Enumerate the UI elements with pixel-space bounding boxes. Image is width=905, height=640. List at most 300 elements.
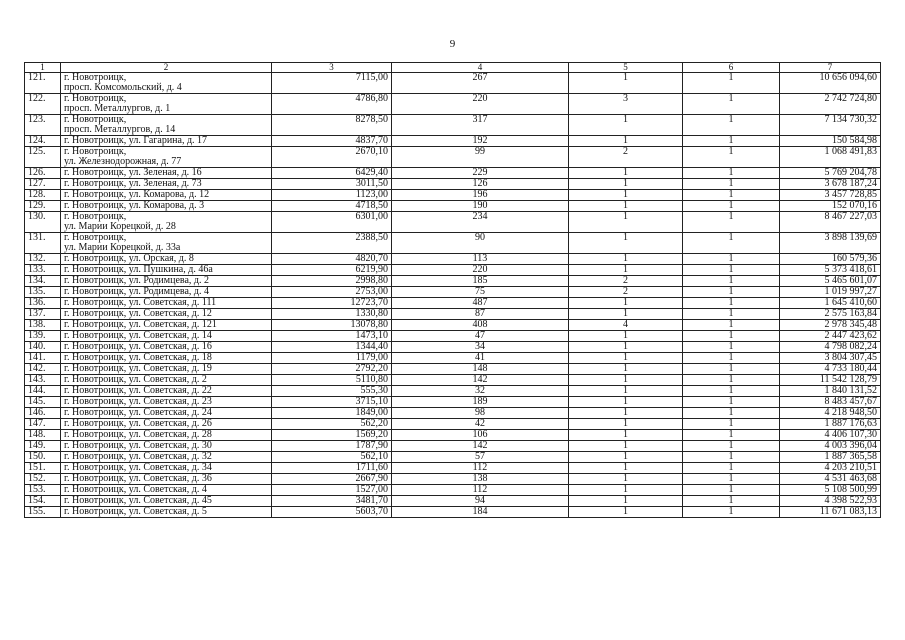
- row-number-cell: 145.: [25, 397, 61, 408]
- column-4-cell: 126: [392, 179, 569, 190]
- address-line: г. Новотроицк, ул. Советская, д. 16: [64, 341, 212, 352]
- address-line: г. Новотроицк, ул. Советская, д. 14: [64, 330, 212, 341]
- column-4-cell: 32: [392, 386, 569, 397]
- column-7-cell: 8 467 227,03: [780, 212, 881, 233]
- column-5-cell: 1: [569, 474, 683, 485]
- column-3-cell: 2670,10: [272, 147, 392, 168]
- column-3-cell: 1123,00: [272, 190, 392, 201]
- column-3-cell: 6301,00: [272, 212, 392, 233]
- row-number-cell: 143.: [25, 375, 61, 386]
- address-line: г. Новотроицк, ул. Советская, д. 2: [64, 374, 207, 385]
- column-7-cell: 5 769 204,78: [780, 168, 881, 179]
- column-4-cell: 94: [392, 496, 569, 507]
- column-7-cell: 2 742 724,80: [780, 94, 881, 115]
- column-6-cell: 1: [683, 265, 780, 276]
- column-4-cell: 190: [392, 201, 569, 212]
- row-number-cell: 131.: [25, 233, 61, 254]
- column-4-cell: 220: [392, 265, 569, 276]
- address-cell: [61, 507, 272, 518]
- column-6-cell: 1: [683, 331, 780, 342]
- column-5-cell: 4: [569, 320, 683, 331]
- column-7-cell: 150 584,98: [780, 136, 881, 147]
- column-4-cell: 317: [392, 115, 569, 136]
- column-5-cell: 1: [569, 342, 683, 353]
- column-6-cell: 1: [683, 386, 780, 397]
- address-line: г. Новотроицк, ул. Советская, д. 34: [64, 462, 212, 473]
- address-line: г. Новотроицк, ул. Советская, д. 32: [64, 451, 212, 462]
- address-line: просп. Металлургов, д. 1: [64, 103, 171, 114]
- address-line: г. Новотроицк, ул. Комарова, д. 12: [64, 189, 210, 200]
- table-row: [25, 73, 881, 94]
- row-number-cell: 122.: [25, 94, 61, 115]
- column-6-cell: 1: [683, 201, 780, 212]
- table-row: [25, 342, 881, 353]
- column-6-cell: 1: [683, 474, 780, 485]
- column-5-cell: 1: [569, 375, 683, 386]
- column-6-cell: 1: [683, 485, 780, 496]
- column-5-cell: 1: [569, 408, 683, 419]
- column-4-cell: 408: [392, 320, 569, 331]
- address-cell: [61, 441, 272, 452]
- column-5-cell: 1: [569, 430, 683, 441]
- column-3-cell: 562,20: [272, 419, 392, 430]
- column-5-cell: 1: [569, 485, 683, 496]
- column-6-cell: 1: [683, 353, 780, 364]
- column-6-cell: 1: [683, 136, 780, 147]
- column-5-cell: 2: [569, 147, 683, 168]
- address-cell: [61, 353, 272, 364]
- address-line: ул. Марии Корецкой, д. 33а: [64, 242, 181, 253]
- column-4-cell: 98: [392, 408, 569, 419]
- row-number-cell: 123.: [25, 115, 61, 136]
- column-4-cell: 234: [392, 212, 569, 233]
- column-3-cell: 4786,80: [272, 94, 392, 115]
- row-number-cell: 142.: [25, 364, 61, 375]
- column-5-cell: 1: [569, 463, 683, 474]
- address-line: г. Новотроицк, ул. Советская, д. 36: [64, 473, 212, 484]
- address-cell: [61, 276, 272, 287]
- column-4-cell: 90: [392, 233, 569, 254]
- table-row: [25, 474, 881, 485]
- row-number-cell: 129.: [25, 201, 61, 212]
- column-5-cell: 1: [569, 353, 683, 364]
- column-header: 6: [683, 63, 780, 73]
- column-5-cell: 1: [569, 452, 683, 463]
- column-3-cell: 555,30: [272, 386, 392, 397]
- address-line: г. Новотроицк, ул. Советская, д. 12: [64, 308, 212, 319]
- column-4-cell: 112: [392, 463, 569, 474]
- column-3-cell: 1179,00: [272, 353, 392, 364]
- column-3-cell: 1527,00: [272, 485, 392, 496]
- column-5-cell: 2: [569, 276, 683, 287]
- column-3-cell: 7115,00: [272, 73, 392, 94]
- row-number-cell: 138.: [25, 320, 61, 331]
- table-row: [25, 386, 881, 397]
- address-cell: [61, 168, 272, 179]
- address-line: г. Новотроицк, ул. Советская, д. 5: [64, 506, 207, 517]
- column-6-cell: 1: [683, 452, 780, 463]
- column-4-cell: 229: [392, 168, 569, 179]
- table-row: [25, 179, 881, 190]
- column-5-cell: 1: [569, 265, 683, 276]
- column-4-cell: 267: [392, 73, 569, 94]
- address-line: г. Новотроицк,: [64, 146, 127, 157]
- column-6-cell: 1: [683, 419, 780, 430]
- column-6-cell: 1: [683, 168, 780, 179]
- address-line: г. Новотроицк, ул. Советская, д. 111: [64, 297, 217, 308]
- address-cell: [61, 287, 272, 298]
- table-row: [25, 408, 881, 419]
- table-row: [25, 168, 881, 179]
- table-row: [25, 441, 881, 452]
- row-number-cell: 125.: [25, 147, 61, 168]
- address-line: просп. Металлургов, д. 14: [64, 124, 176, 135]
- row-number-cell: 152.: [25, 474, 61, 485]
- column-6-cell: 1: [683, 342, 780, 353]
- column-4-cell: 487: [392, 298, 569, 309]
- address-cell: [61, 408, 272, 419]
- column-6-cell: 1: [683, 233, 780, 254]
- column-7-cell: 2 978 345,48: [780, 320, 881, 331]
- table-row: [25, 375, 881, 386]
- column-7-cell: 3 898 139,69: [780, 233, 881, 254]
- address-cell: [61, 397, 272, 408]
- address-cell: [61, 485, 272, 496]
- column-3-cell: 4718,50: [272, 201, 392, 212]
- column-7-cell: 10 656 094,60: [780, 73, 881, 94]
- column-4-cell: 113: [392, 254, 569, 265]
- column-6-cell: 1: [683, 430, 780, 441]
- column-5-cell: 1: [569, 397, 683, 408]
- column-6-cell: 1: [683, 441, 780, 452]
- row-number-cell: 147.: [25, 419, 61, 430]
- column-header: 3: [272, 63, 392, 73]
- row-number-cell: 146.: [25, 408, 61, 419]
- column-6-cell: 1: [683, 115, 780, 136]
- address-line: г. Новотроицк, ул. Советская, д. 23: [64, 396, 212, 407]
- column-header: 4: [392, 63, 569, 73]
- address-line: г. Новотроицк, ул. Родимцева, д. 4: [64, 286, 210, 297]
- column-3-cell: 5110,80: [272, 375, 392, 386]
- address-line: г. Новотроицк, ул. Советская, д. 22: [64, 385, 212, 396]
- column-7-cell: 4 398 522,93: [780, 496, 881, 507]
- column-4-cell: 57: [392, 452, 569, 463]
- address-line: г. Новотроицк, ул. Советская, д. 26: [64, 418, 212, 429]
- housing-registry-table: [24, 62, 881, 518]
- address-line: г. Новотроицк, ул. Комарова, д. 3: [64, 200, 205, 211]
- column-4-cell: 189: [392, 397, 569, 408]
- address-cell: [61, 309, 272, 320]
- column-7-cell: 5 465 601,07: [780, 276, 881, 287]
- column-3-cell: 3715,10: [272, 397, 392, 408]
- column-5-cell: 1: [569, 364, 683, 375]
- row-number-cell: 130.: [25, 212, 61, 233]
- address-line: г. Новотроицк,: [64, 114, 127, 125]
- address-cell: [61, 179, 272, 190]
- column-3-cell: 2388,50: [272, 233, 392, 254]
- column-3-cell: 13078,80: [272, 320, 392, 331]
- column-7-cell: 4 218 948,50: [780, 408, 881, 419]
- column-5-cell: 1: [569, 190, 683, 201]
- row-number-cell: 150.: [25, 452, 61, 463]
- column-7-cell: 1 840 131,52: [780, 386, 881, 397]
- address-line: г. Новотроицк, ул. Советская, д. 28: [64, 429, 212, 440]
- row-number-cell: 155.: [25, 507, 61, 518]
- table-row: [25, 201, 881, 212]
- column-5-cell: 1: [569, 309, 683, 320]
- column-6-cell: 1: [683, 463, 780, 474]
- column-4-cell: 196: [392, 190, 569, 201]
- column-3-cell: 1569,20: [272, 430, 392, 441]
- column-3-cell: 2792,20: [272, 364, 392, 375]
- column-7-cell: 11 542 128,79: [780, 375, 881, 386]
- column-4-cell: 148: [392, 364, 569, 375]
- column-7-cell: 4 406 107,30: [780, 430, 881, 441]
- table-row: [25, 115, 881, 136]
- column-4-cell: 220: [392, 94, 569, 115]
- column-6-cell: 1: [683, 298, 780, 309]
- address-line: г. Новотроицк, ул. Советская, д. 24: [64, 407, 212, 418]
- address-line: г. Новотроицк, ул. Советская, д. 121: [64, 319, 217, 330]
- address-line: г. Новотроицк,: [64, 211, 127, 222]
- address-cell: [61, 430, 272, 441]
- row-number-cell: 136.: [25, 298, 61, 309]
- column-6-cell: 1: [683, 254, 780, 265]
- column-5-cell: 1: [569, 233, 683, 254]
- column-5-cell: 1: [569, 441, 683, 452]
- table-row: [25, 320, 881, 331]
- column-5-cell: 1: [569, 507, 683, 518]
- column-3-cell: 562,10: [272, 452, 392, 463]
- column-5-cell: 1: [569, 496, 683, 507]
- row-number-cell: 144.: [25, 386, 61, 397]
- column-3-cell: 3481,70: [272, 496, 392, 507]
- column-7-cell: 152 070,16: [780, 201, 881, 212]
- address-cell: [61, 474, 272, 485]
- row-number-cell: 132.: [25, 254, 61, 265]
- table-row: [25, 353, 881, 364]
- column-4-cell: 185: [392, 276, 569, 287]
- address-line: г. Новотроицк, ул. Пушкина, д. 46а: [64, 264, 213, 275]
- column-5-cell: 1: [569, 201, 683, 212]
- column-5-cell: 2: [569, 287, 683, 298]
- address-cell: [61, 496, 272, 507]
- column-6-cell: 1: [683, 507, 780, 518]
- column-3-cell: 4820,70: [272, 254, 392, 265]
- column-5-cell: 1: [569, 115, 683, 136]
- address-cell: [61, 201, 272, 212]
- address-line: г. Новотроицк, ул. Советская, д. 45: [64, 495, 212, 506]
- column-7-cell: 1 887 176,63: [780, 419, 881, 430]
- column-7-cell: 8 483 457,67: [780, 397, 881, 408]
- column-6-cell: 1: [683, 287, 780, 298]
- column-3-cell: 3011,50: [272, 179, 392, 190]
- table-row: [25, 485, 881, 496]
- row-number-cell: 124.: [25, 136, 61, 147]
- table-row: [25, 430, 881, 441]
- address-line: г. Новотроицк, ул. Советская, д. 19: [64, 363, 212, 374]
- row-number-cell: 126.: [25, 168, 61, 179]
- column-6-cell: 1: [683, 320, 780, 331]
- column-3-cell: 1787,90: [272, 441, 392, 452]
- column-5-cell: 1: [569, 136, 683, 147]
- address-line: г. Новотроицк, ул. Советская, д. 4: [64, 484, 207, 495]
- column-3-cell: 4837,70: [272, 136, 392, 147]
- column-6-cell: 1: [683, 496, 780, 507]
- column-6-cell: 1: [683, 94, 780, 115]
- column-6-cell: 1: [683, 190, 780, 201]
- column-6-cell: 1: [683, 375, 780, 386]
- column-3-cell: 1330,80: [272, 309, 392, 320]
- address-line: г. Новотроицк,: [64, 72, 127, 83]
- address-line: просп. Комсомольский, д. 4: [64, 82, 182, 93]
- table-row: [25, 94, 881, 115]
- address-line: г. Новотроицк, ул. Зеленая, д. 73: [64, 178, 202, 189]
- column-6-cell: 1: [683, 364, 780, 375]
- column-3-cell: 12723,70: [272, 298, 392, 309]
- column-4-cell: 192: [392, 136, 569, 147]
- column-4-cell: 138: [392, 474, 569, 485]
- column-5-cell: 1: [569, 73, 683, 94]
- address-cell: [61, 212, 272, 233]
- column-7-cell: 1 019 997,27: [780, 287, 881, 298]
- row-number-cell: 135.: [25, 287, 61, 298]
- row-number-cell: 121.: [25, 73, 61, 94]
- address-cell: [61, 233, 272, 254]
- address-cell: [61, 94, 272, 115]
- column-7-cell: 11 671 083,13: [780, 507, 881, 518]
- column-5-cell: 1: [569, 331, 683, 342]
- column-4-cell: 41: [392, 353, 569, 364]
- column-3-cell: 6429,40: [272, 168, 392, 179]
- column-7-cell: 3 457 728,85: [780, 190, 881, 201]
- row-number-cell: 141.: [25, 353, 61, 364]
- column-4-cell: 87: [392, 309, 569, 320]
- column-7-cell: 4 733 180,44: [780, 364, 881, 375]
- column-4-cell: 99: [392, 147, 569, 168]
- address-cell: [61, 463, 272, 474]
- column-3-cell: 2667,90: [272, 474, 392, 485]
- column-header: 7: [780, 63, 881, 73]
- column-5-cell: 1: [569, 254, 683, 265]
- table-row: [25, 212, 881, 233]
- row-number-cell: 128.: [25, 190, 61, 201]
- column-5-cell: 1: [569, 419, 683, 430]
- address-cell: [61, 298, 272, 309]
- table-row: [25, 254, 881, 265]
- address-cell: [61, 147, 272, 168]
- address-cell: [61, 265, 272, 276]
- column-4-cell: 112: [392, 485, 569, 496]
- address-cell: [61, 136, 272, 147]
- column-6-cell: 1: [683, 276, 780, 287]
- row-number-cell: 149.: [25, 441, 61, 452]
- row-number-cell: 151.: [25, 463, 61, 474]
- column-3-cell: 6219,90: [272, 265, 392, 276]
- page-number: 9: [449, 38, 456, 50]
- column-header: 5: [569, 63, 683, 73]
- address-cell: [61, 115, 272, 136]
- column-7-cell: 160 579,36: [780, 254, 881, 265]
- address-line: г. Новотроицк, ул. Родимцева, д. 2: [64, 275, 210, 286]
- column-4-cell: 47: [392, 331, 569, 342]
- column-7-cell: 4 798 082,24: [780, 342, 881, 353]
- address-line: ул. Марии Корецкой, д. 28: [64, 221, 176, 232]
- column-3-cell: 1473,10: [272, 331, 392, 342]
- table-row: [25, 507, 881, 518]
- column-7-cell: 5 373 418,61: [780, 265, 881, 276]
- address-line: г. Новотроицк, ул. Гагарина, д. 17: [64, 135, 208, 146]
- address-line: г. Новотроицк, ул. Зеленая, д. 16: [64, 167, 202, 178]
- address-line: г. Новотроицк,: [64, 93, 127, 104]
- column-6-cell: 1: [683, 212, 780, 233]
- table-row: [25, 309, 881, 320]
- row-number-cell: 127.: [25, 179, 61, 190]
- address-cell: [61, 73, 272, 94]
- column-7-cell: 1 645 410,60: [780, 298, 881, 309]
- table-row: [25, 452, 881, 463]
- column-3-cell: 2753,00: [272, 287, 392, 298]
- address-cell: [61, 320, 272, 331]
- column-4-cell: 34: [392, 342, 569, 353]
- column-6-cell: 1: [683, 73, 780, 94]
- table-row: [25, 496, 881, 507]
- address-cell: [61, 190, 272, 201]
- table-row: [25, 265, 881, 276]
- column-3-cell: 1711,60: [272, 463, 392, 474]
- address-cell: [61, 342, 272, 353]
- table-row: [25, 147, 881, 168]
- table-row: [25, 463, 881, 474]
- address-line: г. Новотроицк,: [64, 232, 127, 243]
- row-number-cell: 154.: [25, 496, 61, 507]
- column-4-cell: 142: [392, 375, 569, 386]
- table-row: [25, 233, 881, 254]
- address-line: г. Новотроицк, ул. Советская, д. 30: [64, 440, 212, 451]
- row-number-cell: 139.: [25, 331, 61, 342]
- address-cell: [61, 254, 272, 265]
- column-3-cell: 1849,00: [272, 408, 392, 419]
- column-5-cell: 1: [569, 168, 683, 179]
- row-number-cell: 134.: [25, 276, 61, 287]
- address-cell: [61, 375, 272, 386]
- column-7-cell: 2 447 423,62: [780, 331, 881, 342]
- column-5-cell: 1: [569, 298, 683, 309]
- column-3-cell: 5603,70: [272, 507, 392, 518]
- column-4-cell: 142: [392, 441, 569, 452]
- column-7-cell: 1 068 491,83: [780, 147, 881, 168]
- column-5-cell: 1: [569, 179, 683, 190]
- table-row: [25, 364, 881, 375]
- column-7-cell: 1 887 365,58: [780, 452, 881, 463]
- column-5-cell: 1: [569, 212, 683, 233]
- row-number-cell: 140.: [25, 342, 61, 353]
- table-header-row: [25, 63, 881, 73]
- column-5-cell: 3: [569, 94, 683, 115]
- address-line: г. Новотроицк, ул. Советская, д. 18: [64, 352, 212, 363]
- column-5-cell: 1: [569, 386, 683, 397]
- address-cell: [61, 364, 272, 375]
- column-6-cell: 1: [683, 147, 780, 168]
- row-number-cell: 137.: [25, 309, 61, 320]
- column-7-cell: 2 575 163,84: [780, 309, 881, 320]
- column-3-cell: 2998,80: [272, 276, 392, 287]
- table-row: [25, 419, 881, 430]
- table-row: [25, 190, 881, 201]
- column-header: 2: [61, 63, 272, 73]
- column-4-cell: 42: [392, 419, 569, 430]
- row-number-cell: 133.: [25, 265, 61, 276]
